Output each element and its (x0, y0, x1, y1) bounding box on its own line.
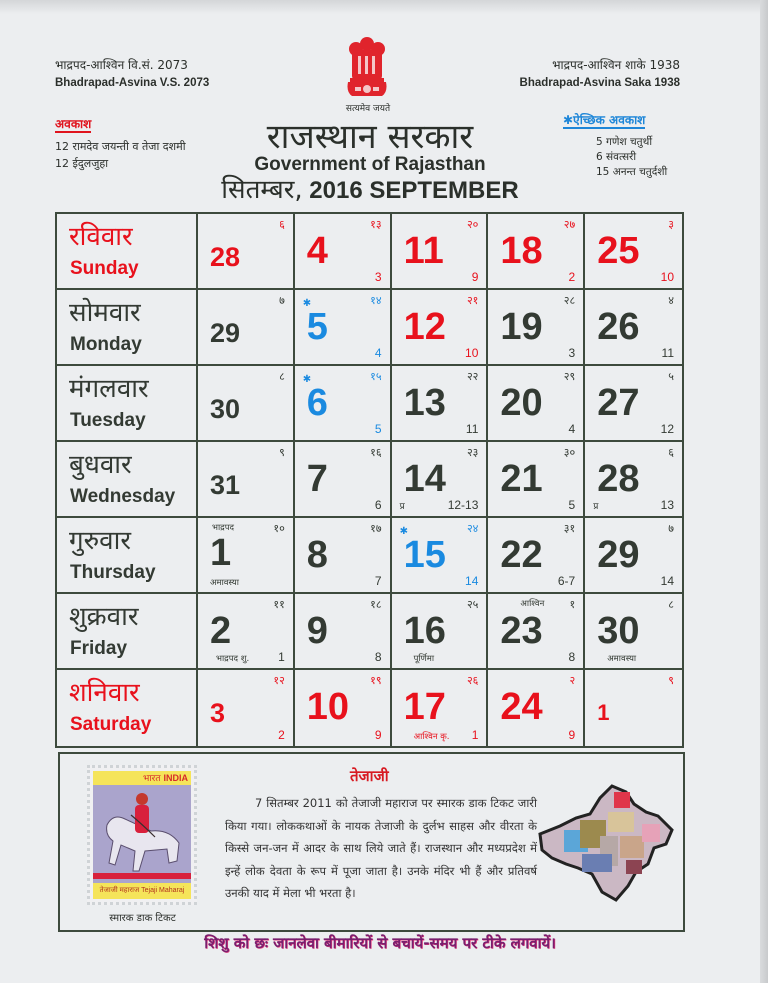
tithi-number: 4 (568, 422, 576, 436)
horse-rider-icon (93, 785, 191, 889)
page-top-edge (0, 0, 768, 14)
date-number: 14 (403, 458, 446, 500)
date-cell[interactable] (585, 290, 682, 366)
date-number: 17 (403, 686, 446, 728)
date-number: 26 (597, 306, 640, 348)
holiday-item: 12 ईदुलजुहा (55, 157, 109, 170)
tithi-number: 2 (568, 270, 576, 284)
date-cell[interactable] (295, 214, 392, 290)
tithi-number: 8 (374, 650, 382, 664)
date-cell[interactable] (585, 518, 682, 594)
date-cell[interactable] (198, 670, 295, 746)
national-emblem-icon (344, 36, 390, 100)
date-cell[interactable] (295, 442, 392, 518)
saka-hindi: भाद्रपद-आश्विन शाके 1938 (552, 58, 680, 72)
date-cell[interactable] (585, 594, 682, 670)
optional-holiday-star-icon: ✱ (399, 526, 408, 537)
day-label-wednesday (57, 442, 198, 518)
hindi-date-number: २ (569, 674, 576, 687)
tithi-number: 8 (568, 650, 576, 664)
hindi-date-number: ३ (668, 218, 674, 231)
optional-holiday-star-icon: ✱ (302, 298, 312, 309)
date-cell[interactable] (585, 366, 682, 442)
tithi-note: भाद्रपद शु. (216, 654, 250, 664)
hindi-date-number: ५ (668, 370, 674, 383)
commemorative-stamp (87, 765, 197, 905)
emblem-motto: सत्यमेव जयते (345, 104, 391, 114)
day-name-english: Tuesday (70, 410, 146, 431)
date-cell[interactable] (198, 366, 295, 442)
hindi-date-number: १७ (370, 522, 382, 535)
vikram-samvat-block (55, 56, 209, 92)
date-number: 5 (306, 306, 328, 348)
hindi-date-number: ७ (668, 522, 674, 535)
hindi-date-number: ११ (273, 598, 285, 611)
date-number: 8 (306, 534, 328, 576)
pradosh-mark: प्र (593, 502, 599, 512)
tithi-number: 1 (278, 650, 285, 664)
date-cell[interactable] (198, 214, 295, 290)
rajasthan-map-collage-icon (530, 764, 680, 914)
date-number: 27 (597, 382, 640, 424)
tithi-note: पूर्णिमा (413, 654, 435, 664)
day-name-hindi: बुधवार (69, 450, 132, 480)
date-number: 18 (500, 230, 543, 272)
date-cell[interactable] (488, 594, 585, 670)
day-name-english: Friday (70, 638, 128, 659)
date-cell[interactable] (198, 594, 295, 670)
date-number: 7 (306, 458, 328, 500)
date-number: 29 (597, 534, 640, 576)
holiday-item: 12 रामदेव जयन्ती व तेजा दशमी (55, 140, 186, 153)
date-cell[interactable] (488, 290, 585, 366)
date-number: 11 (403, 230, 444, 272)
day-name-hindi: सोमवार (69, 298, 141, 328)
hindi-date-number: ९ (668, 674, 674, 687)
day-name-english: Thursday (70, 562, 156, 583)
date-cell[interactable] (295, 366, 392, 442)
hindi-date-number: ९ (279, 446, 285, 459)
day-name-hindi: रविवार (69, 222, 133, 252)
date-cell[interactable] (392, 442, 489, 518)
vikram-samvat-hindi: भाद्रपद-आश्विन वि.सं. 2073 (55, 58, 188, 72)
day-name-english: Wednesday (70, 486, 176, 507)
page-right-edge (760, 0, 768, 983)
tithi-number: 10 (660, 270, 674, 284)
tithi-number: 10 (465, 346, 479, 360)
hindi-date-number: ३१ (563, 522, 576, 535)
day-label-tuesday (57, 366, 198, 442)
hindi-date-number: १२ (273, 674, 285, 687)
tithi-number: 11 (661, 346, 674, 360)
title-english: Government of Rajasthan (254, 154, 486, 175)
date-number: 29 (210, 318, 241, 348)
date-number: 1 (210, 532, 232, 574)
tithi-note: अमावस्या (210, 578, 239, 588)
date-cell[interactable] (392, 670, 489, 746)
month-note: आश्विन (520, 599, 545, 609)
tithi-number: 9 (568, 728, 576, 742)
tithi-note: अमावस्या (607, 654, 637, 664)
date-cell[interactable] (392, 594, 489, 670)
hindi-date-number: १ (569, 598, 576, 611)
date-cell[interactable] (488, 442, 585, 518)
pradosh-mark: प्र (399, 502, 405, 512)
hindi-date-number: २६ (466, 674, 479, 687)
hindi-date-number: १८ (370, 598, 382, 611)
stamp-image (93, 771, 191, 899)
tithi-number: 1 (471, 728, 479, 742)
hindi-date-number: ६ (668, 446, 674, 459)
date-cell[interactable] (392, 366, 489, 442)
date-cell[interactable] (392, 518, 489, 594)
saka-block (520, 56, 680, 92)
date-cell[interactable] (392, 214, 489, 290)
date-number: 24 (500, 686, 543, 728)
date-number: 3 (210, 698, 226, 728)
date-cell[interactable] (585, 214, 682, 290)
date-number: 4 (306, 230, 328, 272)
tithi-number: 6-7 (557, 574, 576, 588)
tithi-number: 4 (374, 346, 382, 360)
tithi-number: 13 (660, 498, 674, 512)
date-number: 9 (306, 610, 328, 652)
tithi-number: 5 (374, 422, 382, 436)
hindi-date-number: ८ (668, 598, 674, 611)
optional-holidays-title: ✱ऐच्छिक अवकाश (563, 113, 646, 127)
date-number: 15 (403, 534, 446, 576)
date-number: 25 (597, 230, 640, 272)
stamp-caption: स्मारक डाक टिकट (109, 913, 176, 924)
title-hindi: राजस्थान सरकार (266, 117, 474, 157)
hindi-date-number: २९ (563, 370, 576, 383)
date-cell[interactable] (295, 670, 392, 746)
date-number: 21 (500, 458, 543, 500)
tithi-number: 6 (374, 498, 382, 512)
info-text: 7 सितम्बर 2011 को तेजाजी महाराज पर स्मारक डाक टिकट जारी किया गया। लोककथाओं के नायक तेजाजी के दुर्लभ साहस और वीरता के किस्से जन-जन में आदर के साथ लिये जाते हैं। राजस्थान और मध्यप्रदेश में इन्हें लोक देवता के रूप में पूजा जाता है। उनके मंदिर भी हैं और प्रतिवर्ष उनकी याद में मेला भी भरता है। (225, 796, 537, 900)
hindi-date-number: २८ (563, 294, 576, 307)
hindi-date-number: १० (273, 522, 285, 535)
calendar-grid (55, 212, 684, 748)
hindi-date-number: ८ (279, 370, 285, 383)
hindi-date-number: २० (466, 218, 479, 231)
tithi-number: 2 (278, 728, 285, 742)
hindi-date-number: ३० (563, 446, 576, 459)
vikram-samvat-english: Bhadrapad-Asvina V.S. 2073 (55, 77, 210, 89)
info-title: तेजाजी (350, 767, 389, 785)
hindi-date-number: २५ (466, 598, 479, 611)
month-title (170, 174, 570, 207)
hindi-date-number: १९ (370, 674, 382, 687)
month-note: भाद्रपद (212, 523, 235, 533)
date-cell[interactable] (488, 670, 585, 746)
date-number: 30 (597, 610, 640, 652)
date-cell[interactable] (585, 670, 682, 746)
date-cell[interactable] (198, 290, 295, 366)
tithi-number: 12-13 (447, 498, 479, 512)
date-cell[interactable] (488, 518, 585, 594)
hindi-date-number: १४ (370, 294, 382, 307)
day-label-sunday (57, 214, 198, 290)
date-number: 28 (210, 242, 241, 272)
hindi-date-number: २३ (466, 446, 479, 459)
hindi-date-number: २१ (466, 294, 479, 307)
date-cell[interactable] (198, 442, 295, 518)
stamp-name-caption: तेजाजी महाराज Tejaji Maharaj (93, 883, 191, 899)
tithi-number: 3 (568, 346, 576, 360)
date-cell[interactable] (488, 214, 585, 290)
hindi-date-number: २७ (563, 218, 576, 231)
hindi-date-number: ६ (279, 218, 285, 231)
optional-holidays-list (563, 111, 668, 180)
date-cell[interactable] (585, 442, 682, 518)
date-number: 6 (306, 382, 328, 424)
optional-holiday-star-icon: ✱ (302, 374, 312, 385)
day-name-hindi: मंगलवार (69, 374, 149, 404)
day-name-hindi: गुरुवार (69, 526, 132, 556)
date-number: 10 (306, 686, 350, 728)
date-number: 22 (500, 534, 543, 576)
tithi-number: 9 (374, 728, 382, 742)
date-number: 28 (597, 458, 640, 500)
date-number: 2 (210, 610, 232, 652)
tithi-number: 3 (374, 270, 382, 284)
date-cell[interactable] (198, 518, 295, 594)
tithi-number: 9 (471, 270, 479, 284)
date-number: 13 (403, 382, 446, 424)
tithi-number: 14 (660, 574, 674, 588)
date-cell[interactable] (295, 290, 392, 366)
month-english: 2016 SEPTEMBER (309, 177, 519, 204)
day-name-english: Monday (70, 334, 142, 355)
footer-slogan: शिशु को छः जानलेवा बीमारियों से बचायें-समय पर टीके लगवायें। (204, 934, 556, 952)
holidays-title: अवकाश (55, 117, 92, 131)
day-label-saturday (57, 670, 198, 746)
hindi-date-number: २२ (466, 370, 479, 383)
tithi-number: 5 (568, 498, 576, 512)
tithi-number: 7 (374, 574, 382, 588)
day-name-english: Saturday (70, 714, 152, 735)
stamp-country: भारत INDIA (93, 771, 191, 785)
date-number: 30 (210, 394, 241, 424)
tithi-number: 11 (465, 422, 479, 436)
date-cell[interactable] (488, 366, 585, 442)
date-number: 1 (597, 700, 610, 725)
hindi-date-number: १५ (370, 370, 382, 383)
hindi-date-number: २४ (466, 522, 479, 535)
holidays-list (55, 115, 186, 172)
day-name-hindi: शनिवार (69, 678, 140, 708)
hindi-date-number: १६ (370, 446, 382, 459)
month-hindi: सितम्बर, (221, 175, 303, 205)
date-number: 20 (500, 382, 543, 424)
tithi-note: आश्विन कृ. (413, 732, 450, 742)
date-number: 12 (403, 306, 446, 348)
tithi-number: 14 (465, 574, 479, 588)
date-number: 19 (500, 306, 543, 348)
saka-english: Bhadrapad-Asvina Saka 1938 (519, 77, 680, 89)
hindi-date-number: ७ (279, 294, 285, 307)
day-name-hindi: शुक्रवार (69, 602, 139, 632)
optional-holiday-item: 5 गणेश चतुर्थी (596, 136, 653, 148)
date-cell[interactable] (392, 290, 489, 366)
day-label-monday (57, 290, 198, 366)
date-cell[interactable] (295, 518, 392, 594)
optional-holiday-item: 15 अनन्त चतुर्दशी (596, 166, 668, 178)
hindi-date-number: १३ (370, 218, 382, 231)
date-number: 31 (210, 470, 241, 500)
day-name-english: Sunday (70, 258, 139, 279)
tithi-number: 12 (660, 422, 674, 436)
info-box (58, 752, 685, 932)
day-label-thursday (57, 518, 198, 594)
date-number: 16 (403, 610, 446, 652)
date-number: 23 (500, 610, 543, 652)
hindi-date-number: ४ (668, 294, 674, 307)
optional-holiday-item: 6 संवत्सरी (596, 151, 637, 163)
date-cell[interactable] (295, 594, 392, 670)
day-label-friday (57, 594, 198, 670)
